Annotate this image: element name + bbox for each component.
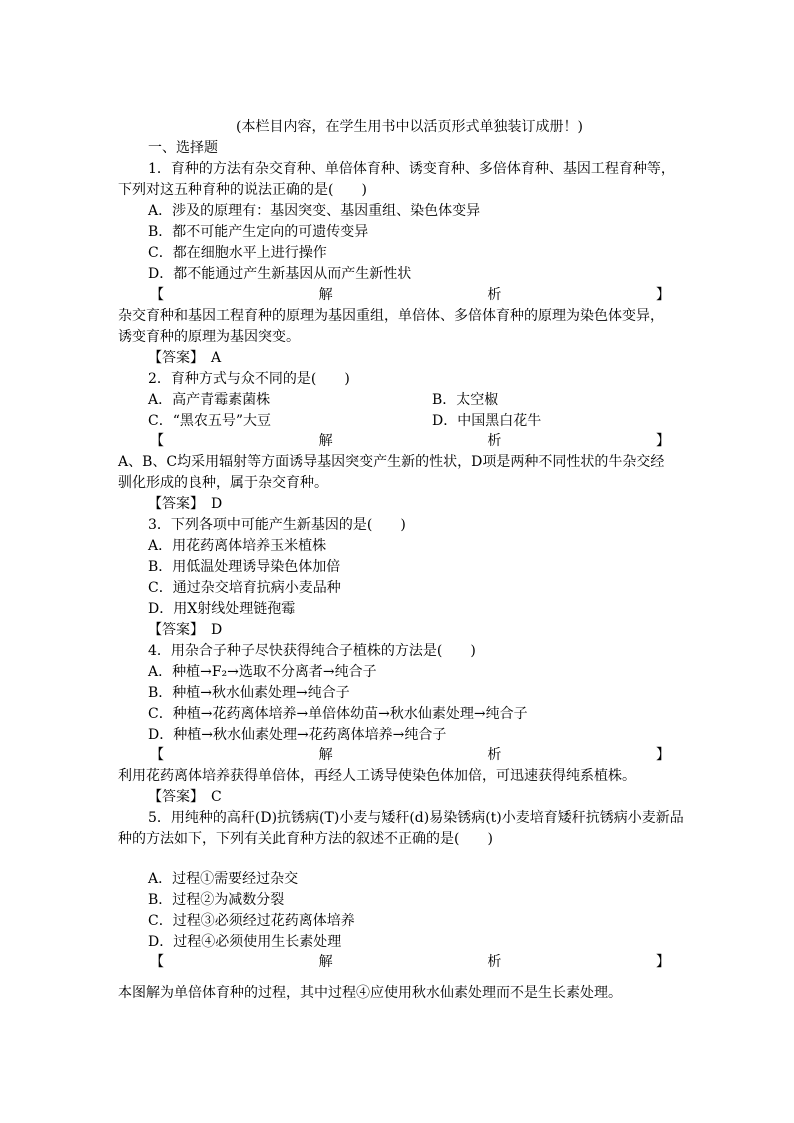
q1-analysis-heading	[150, 286, 670, 304]
q5-option-c: C．过程③必须经过花药离体培养	[148, 913, 355, 929]
q4-option-d: D．种植→秋水仙素处理→花药离体培养→纯合子	[148, 727, 447, 743]
q5-stem-line1: 5．用纯种的高秆(D)抗锈病(T)小麦与矮秆(d)易染锈病(t)小麦培育矮秆抗锈病小麦新品	[148, 810, 684, 826]
q5-option-b: B．过程②为减数分裂	[148, 892, 285, 908]
q5-option-a: A．过程①需要经过杂交	[148, 871, 299, 887]
label-xi: 析	[487, 954, 502, 970]
label-xi: 析	[487, 287, 502, 303]
bracket-close: 】	[655, 954, 670, 970]
q4-analysis: 利用花药离体培养获得单倍体，再经人工诱导使染色体加倍，可迅速获得纯系植株。	[118, 768, 636, 784]
bracket-open: 【	[150, 287, 164, 303]
q4-answer: 【答案】 C	[148, 789, 222, 805]
bracket-open: 【	[150, 747, 164, 763]
q1-answer: 【答案】 A	[148, 350, 222, 366]
q3-stem: 3．下列各项中可能产生新基因的是( )	[148, 517, 406, 533]
q1-option-c: C．都在细胞水平上进行操作	[148, 245, 327, 261]
label-jie: 解	[318, 954, 333, 970]
q2-stem: 2．育种方式与众不同的是( )	[148, 371, 350, 387]
label-jie: 解	[318, 433, 333, 449]
q2-option-d: D．中国黑白花牛	[432, 413, 542, 429]
q3-option-c: C．通过杂交培育抗病小麦品种	[148, 580, 341, 596]
q5-analysis: 本图解为单倍体育种的过程，其中过程④应使用秋水仙素处理而不是生长素处理。	[118, 985, 622, 1001]
q2-option-c: C．“黑农五号”大豆	[148, 413, 272, 429]
bracket-close: 】	[655, 747, 670, 763]
q1-option-a: A．涉及的原理有：基因突变、基因重组、染色体变异	[148, 203, 481, 219]
label-jie: 解	[318, 747, 333, 763]
q1-stem-line2: 下列对这五种育种的说法正确的是( )	[118, 182, 367, 198]
section-title: 一、选择题	[148, 140, 218, 156]
q3-option-d: D．用X射线处理链孢霉	[148, 601, 296, 617]
q2-analysis-line1: A、B、C均采用辐射等方面诱导基因突变产生新的性状，D项是两种不同性状的牛杂交经	[118, 454, 665, 470]
q4-option-c: C．种植→花药离体培养→单倍体幼苗→秋水仙素处理→纯合子	[148, 706, 528, 722]
bracket-open: 【	[150, 954, 164, 970]
q2-analysis-line2: 驯化形成的良种，属于杂交育种。	[118, 475, 328, 491]
label-xi: 析	[487, 747, 502, 763]
q1-stem-line1: 1．育种的方法有杂交育种、单倍体育种、诱变育种、多倍体育种、基因工程育种等，	[148, 161, 675, 177]
q1-analysis-line2: 诱变育种的原理为基因突变。	[118, 329, 300, 345]
q1-option-b: B．都不可能产生定向的可遗传变异	[148, 224, 369, 240]
q3-answer: 【答案】 D	[148, 622, 223, 638]
q4-analysis-heading	[150, 746, 670, 764]
bracket-close: 】	[655, 433, 670, 449]
bracket-open: 【	[150, 433, 164, 449]
q4-option-a: A．种植→F₂→选取不分离者→纯合子	[148, 664, 377, 680]
q1-analysis-line1: 杂交育种和基因工程育种的原理为基因重组，单倍体、多倍体育种的原理为染色体变异，	[118, 308, 664, 324]
q4-stem: 4．用杂合子种子尽快获得纯合子植株的方法是( )	[148, 643, 476, 659]
header-note: (本栏目内容，在学生用书中以活页形式单独装订成册！)	[236, 119, 583, 135]
bracket-close: 】	[655, 287, 670, 303]
q3-option-b: B．用低温处理诱导染色体加倍	[148, 559, 341, 575]
q2-answer: 【答案】 D	[148, 496, 223, 512]
q4-option-b: B．种植→秋水仙素处理→纯合子	[148, 685, 350, 701]
q1-option-d: D．都不能通过产生新基因从而产生新性状	[148, 266, 412, 282]
q3-option-a: A．用花药离体培养玉米植株	[148, 538, 327, 554]
q2-option-a: A．高产青霉素菌株	[148, 392, 271, 408]
q2-analysis-heading	[150, 432, 670, 450]
q5-analysis-heading	[150, 953, 670, 971]
label-jie: 解	[318, 287, 333, 303]
q5-stem-line2: 种的方法如下，下列有关此育种方法的叙述不正确的是( )	[118, 831, 493, 847]
q5-option-d: D．过程④必须使用生长素处理	[148, 934, 342, 950]
q2-option-b: B．太空椒	[432, 392, 499, 408]
label-xi: 析	[487, 433, 502, 449]
